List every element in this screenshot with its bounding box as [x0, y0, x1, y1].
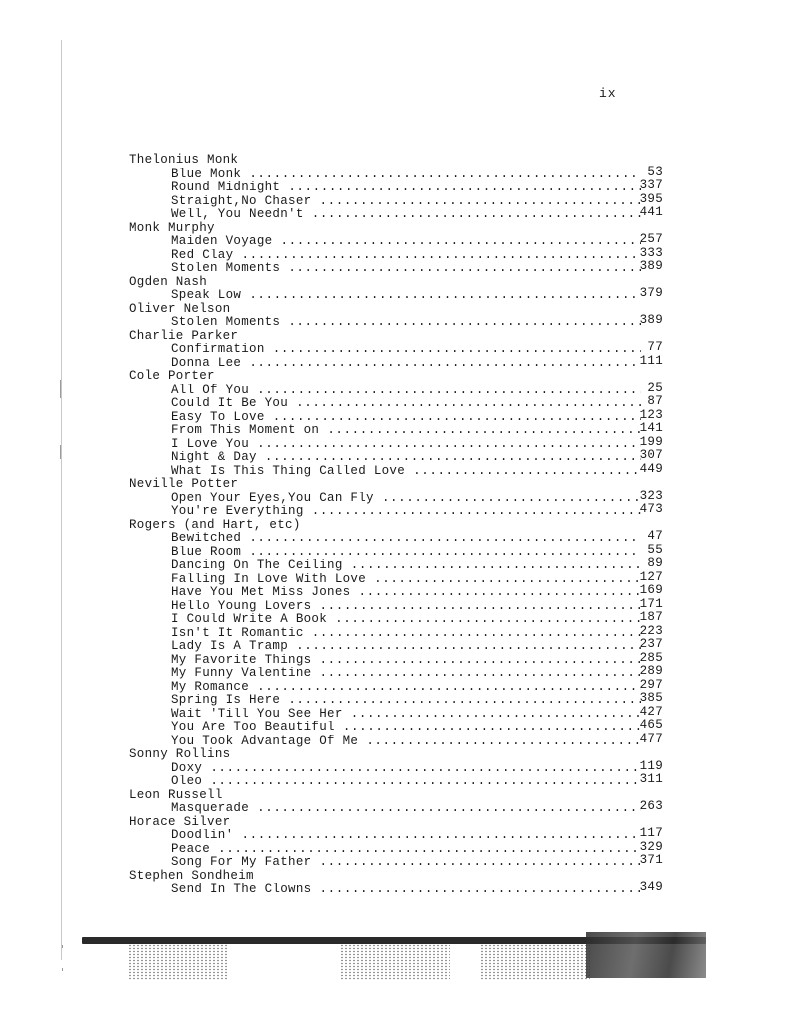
song-row: [129, 826, 669, 843]
song-row: [129, 488, 669, 506]
song-row: [129, 853, 669, 870]
song-row: [129, 245, 669, 263]
song-title: My Favorite Things .....: [171, 654, 641, 668]
song-title: Red Clay .....: [171, 249, 641, 263]
song-page-number: 89: [647, 556, 663, 570]
song-title: You're Everything .....: [171, 505, 641, 519]
song-page-number: 263: [639, 799, 663, 813]
song-page-number: 127: [639, 569, 663, 584]
composer-name: Charlie Parker: [129, 328, 239, 343]
song-row: [129, 839, 669, 857]
song-row: [129, 610, 669, 627]
song-row: [129, 650, 669, 668]
song-row: [129, 461, 669, 479]
scan-artifact-noise: [128, 944, 228, 980]
song-page-number: 465: [639, 718, 663, 732]
song-row: [129, 232, 669, 249]
song-row: [129, 529, 669, 546]
song-title: Maiden Voyage .....: [171, 235, 641, 249]
song-row: [129, 664, 669, 681]
song-title: Stolen Moments .....: [171, 262, 641, 276]
song-title: Hello Young Lovers .....: [171, 600, 641, 614]
song-row: [129, 380, 669, 398]
song-title: Open Your Eyes,You Can Fly .....: [171, 492, 641, 506]
song-title: I Love You .....: [171, 438, 641, 452]
song-row: [129, 758, 669, 776]
song-page-number: 199: [639, 434, 663, 449]
song-title: Spring Is Here .....: [171, 694, 641, 708]
song-title: Doxy .....: [171, 762, 641, 776]
composer-index: [129, 154, 669, 897]
song-page-number: 371: [639, 853, 663, 867]
song-page-number: 395: [639, 191, 663, 206]
composer-entry: [129, 870, 669, 897]
composer-name: Thelonius Monk: [129, 153, 239, 167]
song-page-number: 171: [639, 596, 663, 611]
song-row: [129, 448, 669, 465]
song-row: [129, 772, 669, 789]
song-page-number: 187: [639, 610, 663, 624]
song-page-number: 25: [647, 380, 663, 395]
song-page-number: 237: [639, 637, 663, 651]
song-page-number: 87: [647, 394, 663, 408]
song-title: My Romance .....: [171, 681, 641, 695]
song-row: [129, 542, 669, 560]
song-page-number: 441: [639, 205, 663, 219]
song-title: Speak Low .....: [171, 289, 641, 303]
song-title: Oleo .....: [171, 775, 641, 789]
margin-tick: [60, 380, 61, 398]
margin-tick: [62, 968, 63, 971]
song-page-number: 169: [639, 583, 663, 597]
song-row: [129, 340, 669, 357]
song-page-number: 77: [647, 340, 663, 354]
composer-name: Sonny Rollins: [129, 747, 231, 761]
song-title: Night & Day .....: [171, 451, 641, 465]
song-title: Song For My Father .....: [171, 856, 641, 870]
song-title: Wait 'Till You See Her .....: [171, 708, 641, 722]
song-title: Have You Met Miss Jones .....: [171, 586, 641, 600]
song-row: [129, 178, 669, 195]
song-title: Straight,No Chaser .....: [171, 195, 641, 209]
song-title: Bewitched .....: [171, 532, 641, 546]
scan-artifact-noise: [340, 944, 450, 980]
composer-name: Cole Porter: [129, 369, 215, 383]
scan-artifact-dense: [586, 932, 706, 978]
song-page-number: 297: [639, 677, 663, 692]
song-row: [129, 704, 669, 722]
song-title: Donna Lee .....: [171, 357, 641, 371]
song-title: Round Midnight .....: [171, 181, 641, 195]
song-page-number: 323: [639, 488, 663, 503]
song-row: [129, 407, 669, 425]
margin-tick: [60, 445, 61, 459]
song-row: [129, 691, 669, 708]
song-title: Falling In Love With Love .....: [171, 573, 641, 587]
song-title: My Funny Valentine .....: [171, 667, 641, 681]
song-page-number: 329: [639, 839, 663, 854]
song-page-number: 47: [647, 529, 663, 543]
song-page-number: 379: [639, 286, 663, 300]
song-page-number: 449: [639, 461, 663, 476]
song-page-number: 477: [639, 731, 663, 746]
song-row: [129, 164, 669, 182]
song-page-number: 307: [639, 448, 663, 462]
song-page-number: 349: [639, 880, 663, 894]
song-row: [129, 569, 669, 587]
song-row: [129, 583, 669, 600]
composer-name: Oliver Nelson: [129, 301, 231, 316]
song-title: What Is This Thing Called Love .....: [171, 465, 641, 479]
composer-entry: [129, 370, 669, 478]
composer-entry: [129, 276, 669, 303]
song-title: From This Moment on .....: [171, 424, 641, 438]
scan-artifact-noise: [480, 944, 590, 980]
song-row: [129, 880, 669, 897]
song-row: [129, 623, 669, 641]
composer-entry: [129, 478, 669, 519]
song-page-number: 257: [639, 232, 663, 246]
song-title: Dancing On The Ceiling .....: [171, 559, 641, 573]
left-margin-rule: [61, 40, 62, 960]
song-title: Stolen Moments .....: [171, 316, 641, 330]
composer-name: Monk Murphy: [129, 220, 215, 235]
song-title: Lady Is A Tramp .....: [171, 640, 641, 654]
song-row: [129, 799, 669, 816]
song-row: [129, 596, 669, 614]
page-number: ix: [599, 86, 617, 101]
song-row: [129, 353, 669, 371]
song-row: [129, 313, 669, 330]
composer-name: Neville Potter: [129, 477, 239, 491]
song-page-number: 389: [639, 313, 663, 327]
song-row: [129, 677, 669, 695]
song-row: [129, 434, 669, 452]
song-row: [129, 394, 669, 411]
composer-name: Leon Russell: [129, 787, 223, 802]
song-row: [129, 191, 669, 209]
composer-entry: [129, 789, 669, 816]
song-title: Peace .....: [171, 843, 641, 857]
song-row: [129, 286, 669, 303]
song-title: Blue Monk .....: [171, 168, 641, 182]
song-row: [129, 556, 669, 573]
composer-entry: [129, 222, 669, 276]
song-title: Blue Room .....: [171, 546, 641, 560]
song-page-number: 427: [639, 704, 663, 719]
song-title: Masquerade .....: [171, 802, 641, 816]
margin-tick: [62, 945, 63, 948]
song-row: [129, 731, 669, 749]
composer-entry: [129, 748, 669, 789]
song-page-number: 111: [639, 353, 663, 368]
composer-name: Ogden Nash: [129, 274, 208, 289]
song-row: [129, 421, 669, 438]
song-page-number: 119: [639, 758, 663, 773]
composer-entry: [129, 303, 669, 330]
composer-entry: [129, 519, 669, 749]
song-page-number: 311: [639, 772, 663, 786]
song-row: [129, 637, 669, 654]
song-title: You Took Advantage Of Me .....: [171, 735, 641, 749]
composer-entry: [129, 816, 669, 870]
composer-entry: [129, 330, 669, 371]
song-title: You Are Too Beautiful .....: [171, 721, 641, 735]
song-page-number: 223: [639, 623, 663, 638]
song-row: [129, 259, 669, 276]
song-title: Could It Be You .....: [171, 397, 641, 411]
song-title: Well, You Needn't .....: [171, 208, 641, 222]
song-page-number: 123: [639, 407, 663, 422]
song-page-number: 333: [639, 245, 663, 260]
song-page-number: 385: [639, 691, 663, 705]
composer-name: Rogers (and Hart, etc): [129, 517, 301, 532]
song-title: Confirmation .....: [171, 343, 641, 357]
song-page-number: 337: [639, 178, 663, 192]
song-title: Isn't It Romantic .....: [171, 627, 641, 641]
song-title: All Of You .....: [171, 384, 641, 398]
song-row: [129, 502, 669, 519]
composer-name: Horace Silver: [129, 814, 231, 829]
composer-entry: [129, 154, 669, 222]
song-row: [129, 205, 669, 222]
song-page-number: 289: [639, 664, 663, 678]
song-page-number: 389: [639, 259, 663, 273]
song-title: I Could Write A Book .....: [171, 613, 641, 627]
song-title: Doodlin' .....: [171, 829, 641, 843]
song-title: Easy To Love .....: [171, 411, 641, 425]
song-page-number: 141: [639, 421, 663, 435]
song-page-number: 285: [639, 650, 663, 665]
composer-name: Stephen Sondheim: [129, 868, 254, 883]
song-row: [129, 718, 669, 735]
song-page-number: 473: [639, 502, 663, 516]
song-page-number: 53: [647, 164, 663, 179]
song-title: Send In The Clowns .....: [171, 883, 641, 897]
song-page-number: 55: [647, 542, 663, 557]
song-page-number: 117: [639, 826, 663, 840]
